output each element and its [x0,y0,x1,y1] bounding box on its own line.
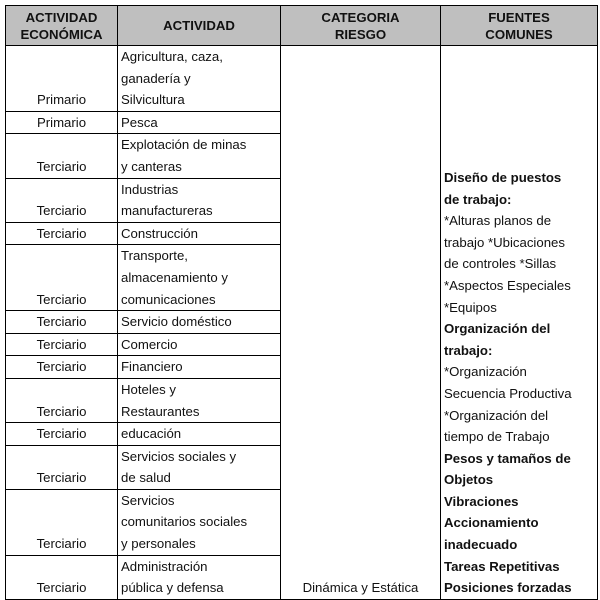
fuentes-line: inadecuado [444,537,518,553]
actividad-cell [118,378,281,422]
actividad-cell [118,445,281,489]
actividad-line: Explotación de minas [121,137,247,153]
actividad-line: educación [121,426,182,442]
categoria-cell: Dinámica y Estática [281,46,441,600]
econ-cell: Terciario [6,178,118,222]
actividad-cell [118,178,281,222]
actividad-cell [118,111,281,134]
header-econ-line-1: ACTIVIDAD [25,9,98,25]
fuentes-line: Accionamiento [444,515,539,531]
fuentes-line: *Organización [444,364,527,380]
actividad-cell [118,423,281,446]
fuentes-line: Tareas Repetitivas [444,558,560,574]
actividad-line: comunicaciones [121,291,216,307]
econ-cell: Terciario [6,356,118,379]
risk-table [5,5,598,600]
actividad-cell [118,311,281,334]
header-cat-line-2: RIESGO [334,26,387,42]
econ-cell: Terciario [6,333,118,356]
actividad-line: ganadería y [121,70,191,86]
header-fuentes-line-2: COMUNES [485,26,553,42]
actividad-line: Transporte, [121,248,188,264]
actividad-line: Hoteles y [121,381,176,397]
actividad-cell [118,333,281,356]
header-actividad: ACTIVIDAD [118,6,281,46]
fuentes-line: Vibraciones [444,493,519,509]
actividad-line: Servicio doméstico [121,314,232,330]
actividad-cell [118,489,281,555]
fuentes-cell [441,46,598,600]
fuentes-line: de controles *Sillas [444,256,557,272]
econ-cell: Terciario [6,423,118,446]
fuentes-line: Organización del [444,321,551,337]
table-body [6,46,598,600]
header-fuentes-comunes [441,6,598,46]
fuentes-line: *Alturas planos de [444,213,552,229]
fuentes-line: tiempo de Trabajo [444,429,550,445]
fuentes-line: Secuencia Productiva [444,385,572,401]
actividad-line: manufactureras [121,203,213,219]
actividad-line: comunitarios sociales [121,514,248,530]
econ-cell: Terciario [6,311,118,334]
fuentes-line: *Equipos [444,299,497,315]
econ-cell: Primario [6,46,118,112]
actividad-line: Servicios [121,492,175,508]
econ-cell: Terciario [6,134,118,178]
actividad-cell [118,356,281,379]
actividad-line: Pesca [121,114,158,130]
actividad-line: Financiero [121,359,183,375]
econ-cell: Terciario [6,222,118,245]
header-actividad-economica [6,6,118,46]
actividad-cell [118,134,281,178]
fuentes-line: Diseño de puestos [444,169,562,185]
actividad-cell [118,222,281,245]
actividad-line: Silvicultura [121,92,185,108]
actividad-cell [118,555,281,599]
actividad-cell [118,46,281,112]
econ-cell: Primario [6,111,118,134]
fuentes-line: trabajo *Ubicaciones [444,234,565,250]
actividad-line: de salud [121,470,171,486]
fuentes-line: *Aspectos Especiales [444,277,571,293]
actividad-line: Industrias [121,181,179,197]
econ-cell: Terciario [6,489,118,555]
actividad-line: Administración [121,558,208,574]
econ-cell: Terciario [6,245,118,311]
actividad-line: Comercio [121,336,178,352]
header-row [6,6,598,46]
fuentes-line: Objetos [444,472,494,488]
econ-cell: Terciario [6,445,118,489]
fuentes-line: *Organización del [444,407,549,423]
actividad-line: y personales [121,536,196,552]
fuentes-line: Pesos y tamaños de [444,450,571,466]
actividad-line: Agricultura, caza, [121,49,223,64]
actividad-line: Servicios sociales y [121,448,237,464]
econ-cell: Terciario [6,378,118,422]
actividad-line: almacenamiento y [121,269,229,285]
header-fuentes-line-1: FUENTES [488,9,550,25]
fuentes-line: Posiciones forzadas [444,580,572,596]
fuentes-line: de trabajo: [444,191,512,207]
header-categoria-riesgo [281,6,441,46]
fuentes-line: trabajo: [444,342,493,358]
econ-cell: Terciario [6,555,118,599]
table-row [6,46,598,112]
header-econ-line-2: ECONÓMICA [20,26,103,42]
header-cat-line-1: CATEGORIA [321,9,400,25]
actividad-line: pública y defensa [121,580,224,596]
actividad-line: Construcción [121,225,198,241]
actividad-cell [118,245,281,311]
actividad-line: y canteras [121,158,182,174]
actividad-line: Restaurantes [121,403,200,419]
